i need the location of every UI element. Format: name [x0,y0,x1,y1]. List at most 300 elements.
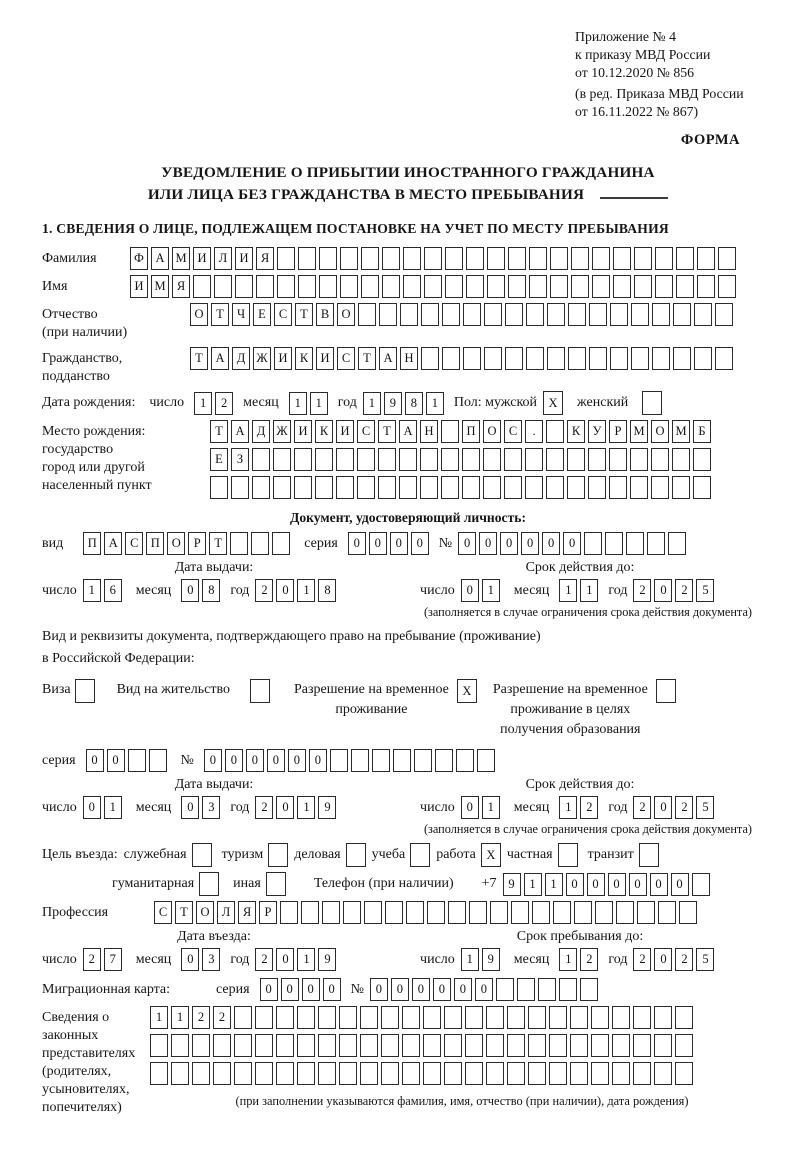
char-cell[interactable] [655,275,673,298]
char-cell[interactable] [559,978,577,1001]
char-cell[interactable]: 1 [580,579,598,602]
char-cell[interactable] [420,476,438,499]
checkbox-cell[interactable] [642,391,662,415]
char-cell[interactable] [528,1062,546,1085]
char-cell[interactable]: С [504,420,522,443]
char-cell[interactable] [297,1006,315,1029]
char-cell[interactable]: 2 [633,579,651,602]
char-cell[interactable] [589,347,607,370]
char-cell[interactable] [697,275,715,298]
char-cell[interactable]: Т [378,420,396,443]
char-cell[interactable] [570,1034,588,1057]
char-cell[interactable] [654,1034,672,1057]
char-cell[interactable]: Т [190,347,208,370]
char-cell[interactable] [330,749,348,772]
char-cell[interactable]: 0 [369,532,387,555]
char-cell[interactable] [234,1006,252,1029]
char-cell[interactable]: Ж [253,347,271,370]
char-cell[interactable] [393,749,411,772]
char-cell[interactable] [567,448,585,471]
char-cell[interactable] [483,448,501,471]
char-cell[interactable] [280,901,298,924]
char-cell[interactable] [360,1062,378,1085]
char-cell[interactable]: А [151,247,169,270]
checkbox-cell[interactable] [266,872,286,896]
char-cell[interactable]: С [337,347,355,370]
char-cell[interactable]: 0 [461,796,479,819]
char-cell[interactable] [549,1034,567,1057]
char-cell[interactable] [528,1006,546,1029]
char-cell[interactable] [477,749,495,772]
char-cell[interactable] [496,978,514,1001]
char-cell[interactable] [381,1034,399,1057]
char-cell[interactable]: П [146,532,164,555]
char-cell[interactable]: И [274,347,292,370]
char-cell[interactable] [465,1006,483,1029]
char-cell[interactable]: 0 [433,978,451,1001]
char-cell[interactable]: Д [252,420,270,443]
char-cell[interactable] [616,901,634,924]
char-cell[interactable]: 0 [521,532,539,555]
char-cell[interactable] [213,1034,231,1057]
char-cell[interactable]: С [274,303,292,326]
char-cell[interactable] [652,347,670,370]
char-cell[interactable] [595,901,613,924]
char-cell[interactable] [612,1062,630,1085]
char-cell[interactable]: 1 [150,1006,168,1029]
char-cell[interactable] [567,476,585,499]
char-cell[interactable]: 1 [524,873,542,896]
char-cell[interactable] [382,247,400,270]
char-cell[interactable] [277,275,295,298]
char-cell[interactable]: 0 [479,532,497,555]
char-cell[interactable] [149,749,167,772]
char-cell[interactable]: 0 [461,579,479,602]
char-cell[interactable]: 0 [542,532,560,555]
char-cell[interactable]: Н [400,347,418,370]
char-cell[interactable] [424,247,442,270]
char-cell[interactable]: Л [217,901,235,924]
char-cell[interactable]: 8 [405,392,423,415]
char-cell[interactable] [633,1006,651,1029]
char-cell[interactable]: Т [295,303,313,326]
char-cell[interactable]: И [193,247,211,270]
char-cell[interactable] [697,247,715,270]
char-cell[interactable] [486,1034,504,1057]
char-cell[interactable]: 0 [302,978,320,1001]
char-cell[interactable] [507,1006,525,1029]
char-cell[interactable]: О [651,420,669,443]
char-cell[interactable]: 0 [629,873,647,896]
char-cell[interactable]: 0 [246,749,264,772]
char-cell[interactable] [591,1006,609,1029]
char-cell[interactable] [318,1062,336,1085]
char-cell[interactable] [591,1062,609,1085]
char-cell[interactable] [505,303,523,326]
char-cell[interactable] [571,247,589,270]
char-cell[interactable] [469,901,487,924]
char-cell[interactable] [630,448,648,471]
char-cell[interactable]: 0 [181,948,199,971]
char-cell[interactable]: Т [211,303,229,326]
char-cell[interactable] [339,1062,357,1085]
char-cell[interactable] [466,275,484,298]
char-cell[interactable] [672,476,690,499]
char-cell[interactable]: Т [175,901,193,924]
char-cell[interactable]: Я [172,275,190,298]
char-cell[interactable] [213,1062,231,1085]
char-cell[interactable]: 3 [202,796,220,819]
char-cell[interactable] [378,448,396,471]
char-cell[interactable] [574,901,592,924]
char-cell[interactable] [507,1034,525,1057]
char-cell[interactable] [420,448,438,471]
char-cell[interactable] [580,978,598,1001]
char-cell[interactable] [276,1006,294,1029]
char-cell[interactable]: 0 [654,579,672,602]
char-cell[interactable]: 0 [412,978,430,1001]
char-cell[interactable]: 0 [348,532,366,555]
char-cell[interactable] [339,1034,357,1057]
char-cell[interactable]: А [231,420,249,443]
char-cell[interactable] [361,247,379,270]
char-cell[interactable] [487,275,505,298]
char-cell[interactable] [715,347,733,370]
char-cell[interactable]: А [399,420,417,443]
char-cell[interactable] [609,476,627,499]
char-cell[interactable] [610,303,628,326]
char-cell[interactable]: 2 [83,948,101,971]
char-cell[interactable] [318,1006,336,1029]
form-number-blank[interactable] [600,185,668,199]
char-cell[interactable] [549,1006,567,1029]
char-cell[interactable] [372,749,390,772]
char-cell[interactable] [423,1006,441,1029]
char-cell[interactable]: Т [210,420,228,443]
char-cell[interactable]: 0 [411,532,429,555]
char-cell[interactable] [571,275,589,298]
char-cell[interactable] [546,476,564,499]
char-cell[interactable] [234,1062,252,1085]
char-cell[interactable]: 1 [559,579,577,602]
char-cell[interactable] [651,448,669,471]
char-cell[interactable]: В [316,303,334,326]
char-cell[interactable]: 1 [83,579,101,602]
char-cell[interactable] [525,448,543,471]
char-cell[interactable]: А [379,347,397,370]
char-cell[interactable]: П [83,532,101,555]
char-cell[interactable] [361,275,379,298]
checkbox-cell[interactable] [192,843,212,867]
char-cell[interactable] [193,275,211,298]
char-cell[interactable]: Р [609,420,627,443]
char-cell[interactable]: 1 [171,1006,189,1029]
checkbox-cell[interactable] [410,843,430,867]
char-cell[interactable] [718,275,736,298]
char-cell[interactable] [584,532,602,555]
char-cell[interactable] [658,901,676,924]
char-cell[interactable] [637,901,655,924]
char-cell[interactable] [442,303,460,326]
char-cell[interactable] [652,303,670,326]
char-cell[interactable]: 0 [650,873,668,896]
char-cell[interactable] [547,347,565,370]
char-cell[interactable] [605,532,623,555]
char-cell[interactable]: 2 [192,1006,210,1029]
char-cell[interactable]: 0 [281,978,299,1001]
char-cell[interactable]: Е [210,448,228,471]
char-cell[interactable] [588,476,606,499]
char-cell[interactable] [150,1062,168,1085]
char-cell[interactable] [298,275,316,298]
char-cell[interactable]: Е [253,303,271,326]
char-cell[interactable] [486,1062,504,1085]
char-cell[interactable]: 6 [104,579,122,602]
char-cell[interactable] [634,247,652,270]
char-cell[interactable] [171,1062,189,1085]
char-cell[interactable] [484,303,502,326]
char-cell[interactable] [647,532,665,555]
char-cell[interactable] [511,901,529,924]
char-cell[interactable]: С [357,420,375,443]
char-cell[interactable] [171,1034,189,1057]
checkbox-cell[interactable] [268,843,288,867]
char-cell[interactable] [251,532,269,555]
char-cell[interactable] [336,448,354,471]
char-cell[interactable] [402,1006,420,1029]
char-cell[interactable] [592,275,610,298]
char-cell[interactable]: О [337,303,355,326]
checkbox-cell[interactable] [346,843,366,867]
char-cell[interactable]: У [588,420,606,443]
char-cell[interactable] [298,247,316,270]
char-cell[interactable]: М [172,247,190,270]
char-cell[interactable]: 0 [566,873,584,896]
char-cell[interactable]: 1 [104,796,122,819]
checkbox-cell[interactable] [250,679,270,703]
char-cell[interactable] [399,448,417,471]
checkbox-cell[interactable]: X [481,843,501,867]
char-cell[interactable] [654,1006,672,1029]
char-cell[interactable] [444,1006,462,1029]
char-cell[interactable] [343,901,361,924]
char-cell[interactable]: З [231,448,249,471]
char-cell[interactable] [252,448,270,471]
char-cell[interactable]: 9 [318,796,336,819]
char-cell[interactable] [553,901,571,924]
char-cell[interactable] [692,873,710,896]
char-cell[interactable] [272,532,290,555]
char-cell[interactable]: Д [232,347,250,370]
char-cell[interactable]: 9 [482,948,500,971]
char-cell[interactable]: М [151,275,169,298]
char-cell[interactable] [550,247,568,270]
char-cell[interactable] [676,247,694,270]
char-cell[interactable] [463,303,481,326]
char-cell[interactable]: 8 [202,579,220,602]
char-cell[interactable] [273,476,291,499]
char-cell[interactable] [673,347,691,370]
char-cell[interactable] [546,448,564,471]
char-cell[interactable] [339,1006,357,1029]
char-cell[interactable]: 0 [225,749,243,772]
char-cell[interactable] [529,275,547,298]
char-cell[interactable]: 9 [384,392,402,415]
char-cell[interactable]: 0 [391,978,409,1001]
char-cell[interactable] [626,532,644,555]
char-cell[interactable] [340,275,358,298]
checkbox-cell[interactable] [656,679,676,703]
char-cell[interactable]: 0 [267,749,285,772]
char-cell[interactable] [381,1062,399,1085]
char-cell[interactable] [532,901,550,924]
char-cell[interactable] [301,901,319,924]
char-cell[interactable]: 0 [276,579,294,602]
char-cell[interactable]: И [130,275,148,298]
char-cell[interactable]: 2 [675,796,693,819]
char-cell[interactable]: 0 [309,749,327,772]
char-cell[interactable] [651,476,669,499]
char-cell[interactable]: 0 [500,532,518,555]
char-cell[interactable] [360,1006,378,1029]
char-cell[interactable] [435,749,453,772]
char-cell[interactable] [378,476,396,499]
checkbox-cell[interactable] [558,843,578,867]
char-cell[interactable]: . [525,420,543,443]
char-cell[interactable]: Я [238,901,256,924]
char-cell[interactable] [526,303,544,326]
char-cell[interactable] [612,1034,630,1057]
char-cell[interactable] [591,1034,609,1057]
char-cell[interactable] [235,275,253,298]
char-cell[interactable] [588,448,606,471]
char-cell[interactable]: 0 [454,978,472,1001]
char-cell[interactable]: М [630,420,648,443]
char-cell[interactable] [613,275,631,298]
char-cell[interactable] [403,275,421,298]
char-cell[interactable] [668,532,686,555]
char-cell[interactable]: И [336,420,354,443]
char-cell[interactable] [255,1062,273,1085]
char-cell[interactable] [655,247,673,270]
char-cell[interactable] [484,347,502,370]
char-cell[interactable] [230,532,248,555]
char-cell[interactable] [589,303,607,326]
char-cell[interactable] [508,275,526,298]
char-cell[interactable]: О [167,532,185,555]
char-cell[interactable] [444,1062,462,1085]
char-cell[interactable] [462,476,480,499]
char-cell[interactable]: 0 [181,796,199,819]
char-cell[interactable] [297,1034,315,1057]
char-cell[interactable] [610,347,628,370]
char-cell[interactable] [568,303,586,326]
char-cell[interactable] [466,247,484,270]
char-cell[interactable] [379,303,397,326]
char-cell[interactable] [538,978,556,1001]
char-cell[interactable] [364,901,382,924]
char-cell[interactable]: 1 [194,392,212,415]
char-cell[interactable]: И [235,247,253,270]
char-cell[interactable] [673,303,691,326]
char-cell[interactable]: 9 [503,873,521,896]
char-cell[interactable] [675,1006,693,1029]
char-cell[interactable]: 2 [633,796,651,819]
char-cell[interactable]: 1 [426,392,444,415]
char-cell[interactable] [340,247,358,270]
char-cell[interactable]: 2 [580,796,598,819]
checkbox-cell[interactable] [639,843,659,867]
char-cell[interactable] [550,275,568,298]
char-cell[interactable] [525,476,543,499]
char-cell[interactable] [403,247,421,270]
char-cell[interactable]: Р [259,901,277,924]
char-cell[interactable] [504,448,522,471]
char-cell[interactable] [400,303,418,326]
char-cell[interactable] [360,1034,378,1057]
char-cell[interactable] [421,303,439,326]
char-cell[interactable] [529,247,547,270]
char-cell[interactable]: М [672,420,690,443]
checkbox-cell[interactable]: X [543,391,563,415]
char-cell[interactable] [549,1062,567,1085]
char-cell[interactable] [676,275,694,298]
char-cell[interactable]: 0 [86,749,104,772]
char-cell[interactable] [505,347,523,370]
char-cell[interactable] [517,978,535,1001]
char-cell[interactable]: 2 [580,948,598,971]
char-cell[interactable]: 0 [654,796,672,819]
char-cell[interactable]: 1 [310,392,328,415]
char-cell[interactable] [631,347,649,370]
char-cell[interactable] [294,476,312,499]
char-cell[interactable] [462,448,480,471]
char-cell[interactable]: 2 [675,948,693,971]
char-cell[interactable]: 2 [675,579,693,602]
char-cell[interactable]: 0 [204,749,222,772]
char-cell[interactable]: Ж [273,420,291,443]
char-cell[interactable]: 0 [276,796,294,819]
char-cell[interactable] [382,275,400,298]
char-cell[interactable]: О [196,901,214,924]
char-cell[interactable]: 8 [318,579,336,602]
char-cell[interactable]: 0 [83,796,101,819]
char-cell[interactable]: 0 [608,873,626,896]
char-cell[interactable]: 0 [654,948,672,971]
char-cell[interactable] [255,1006,273,1029]
char-cell[interactable]: 1 [297,796,315,819]
char-cell[interactable]: 3 [202,948,220,971]
char-cell[interactable] [336,476,354,499]
char-cell[interactable]: 0 [370,978,388,1001]
char-cell[interactable] [445,247,463,270]
char-cell[interactable] [441,476,459,499]
char-cell[interactable] [315,476,333,499]
char-cell[interactable]: 0 [288,749,306,772]
char-cell[interactable] [633,1062,651,1085]
char-cell[interactable] [490,901,508,924]
char-cell[interactable] [424,275,442,298]
char-cell[interactable]: 0 [260,978,278,1001]
char-cell[interactable]: 1 [289,392,307,415]
char-cell[interactable] [234,1034,252,1057]
char-cell[interactable]: 1 [297,579,315,602]
char-cell[interactable]: П [462,420,480,443]
char-cell[interactable] [448,901,466,924]
char-cell[interactable]: К [295,347,313,370]
char-cell[interactable] [570,1006,588,1029]
char-cell[interactable]: 5 [696,796,714,819]
